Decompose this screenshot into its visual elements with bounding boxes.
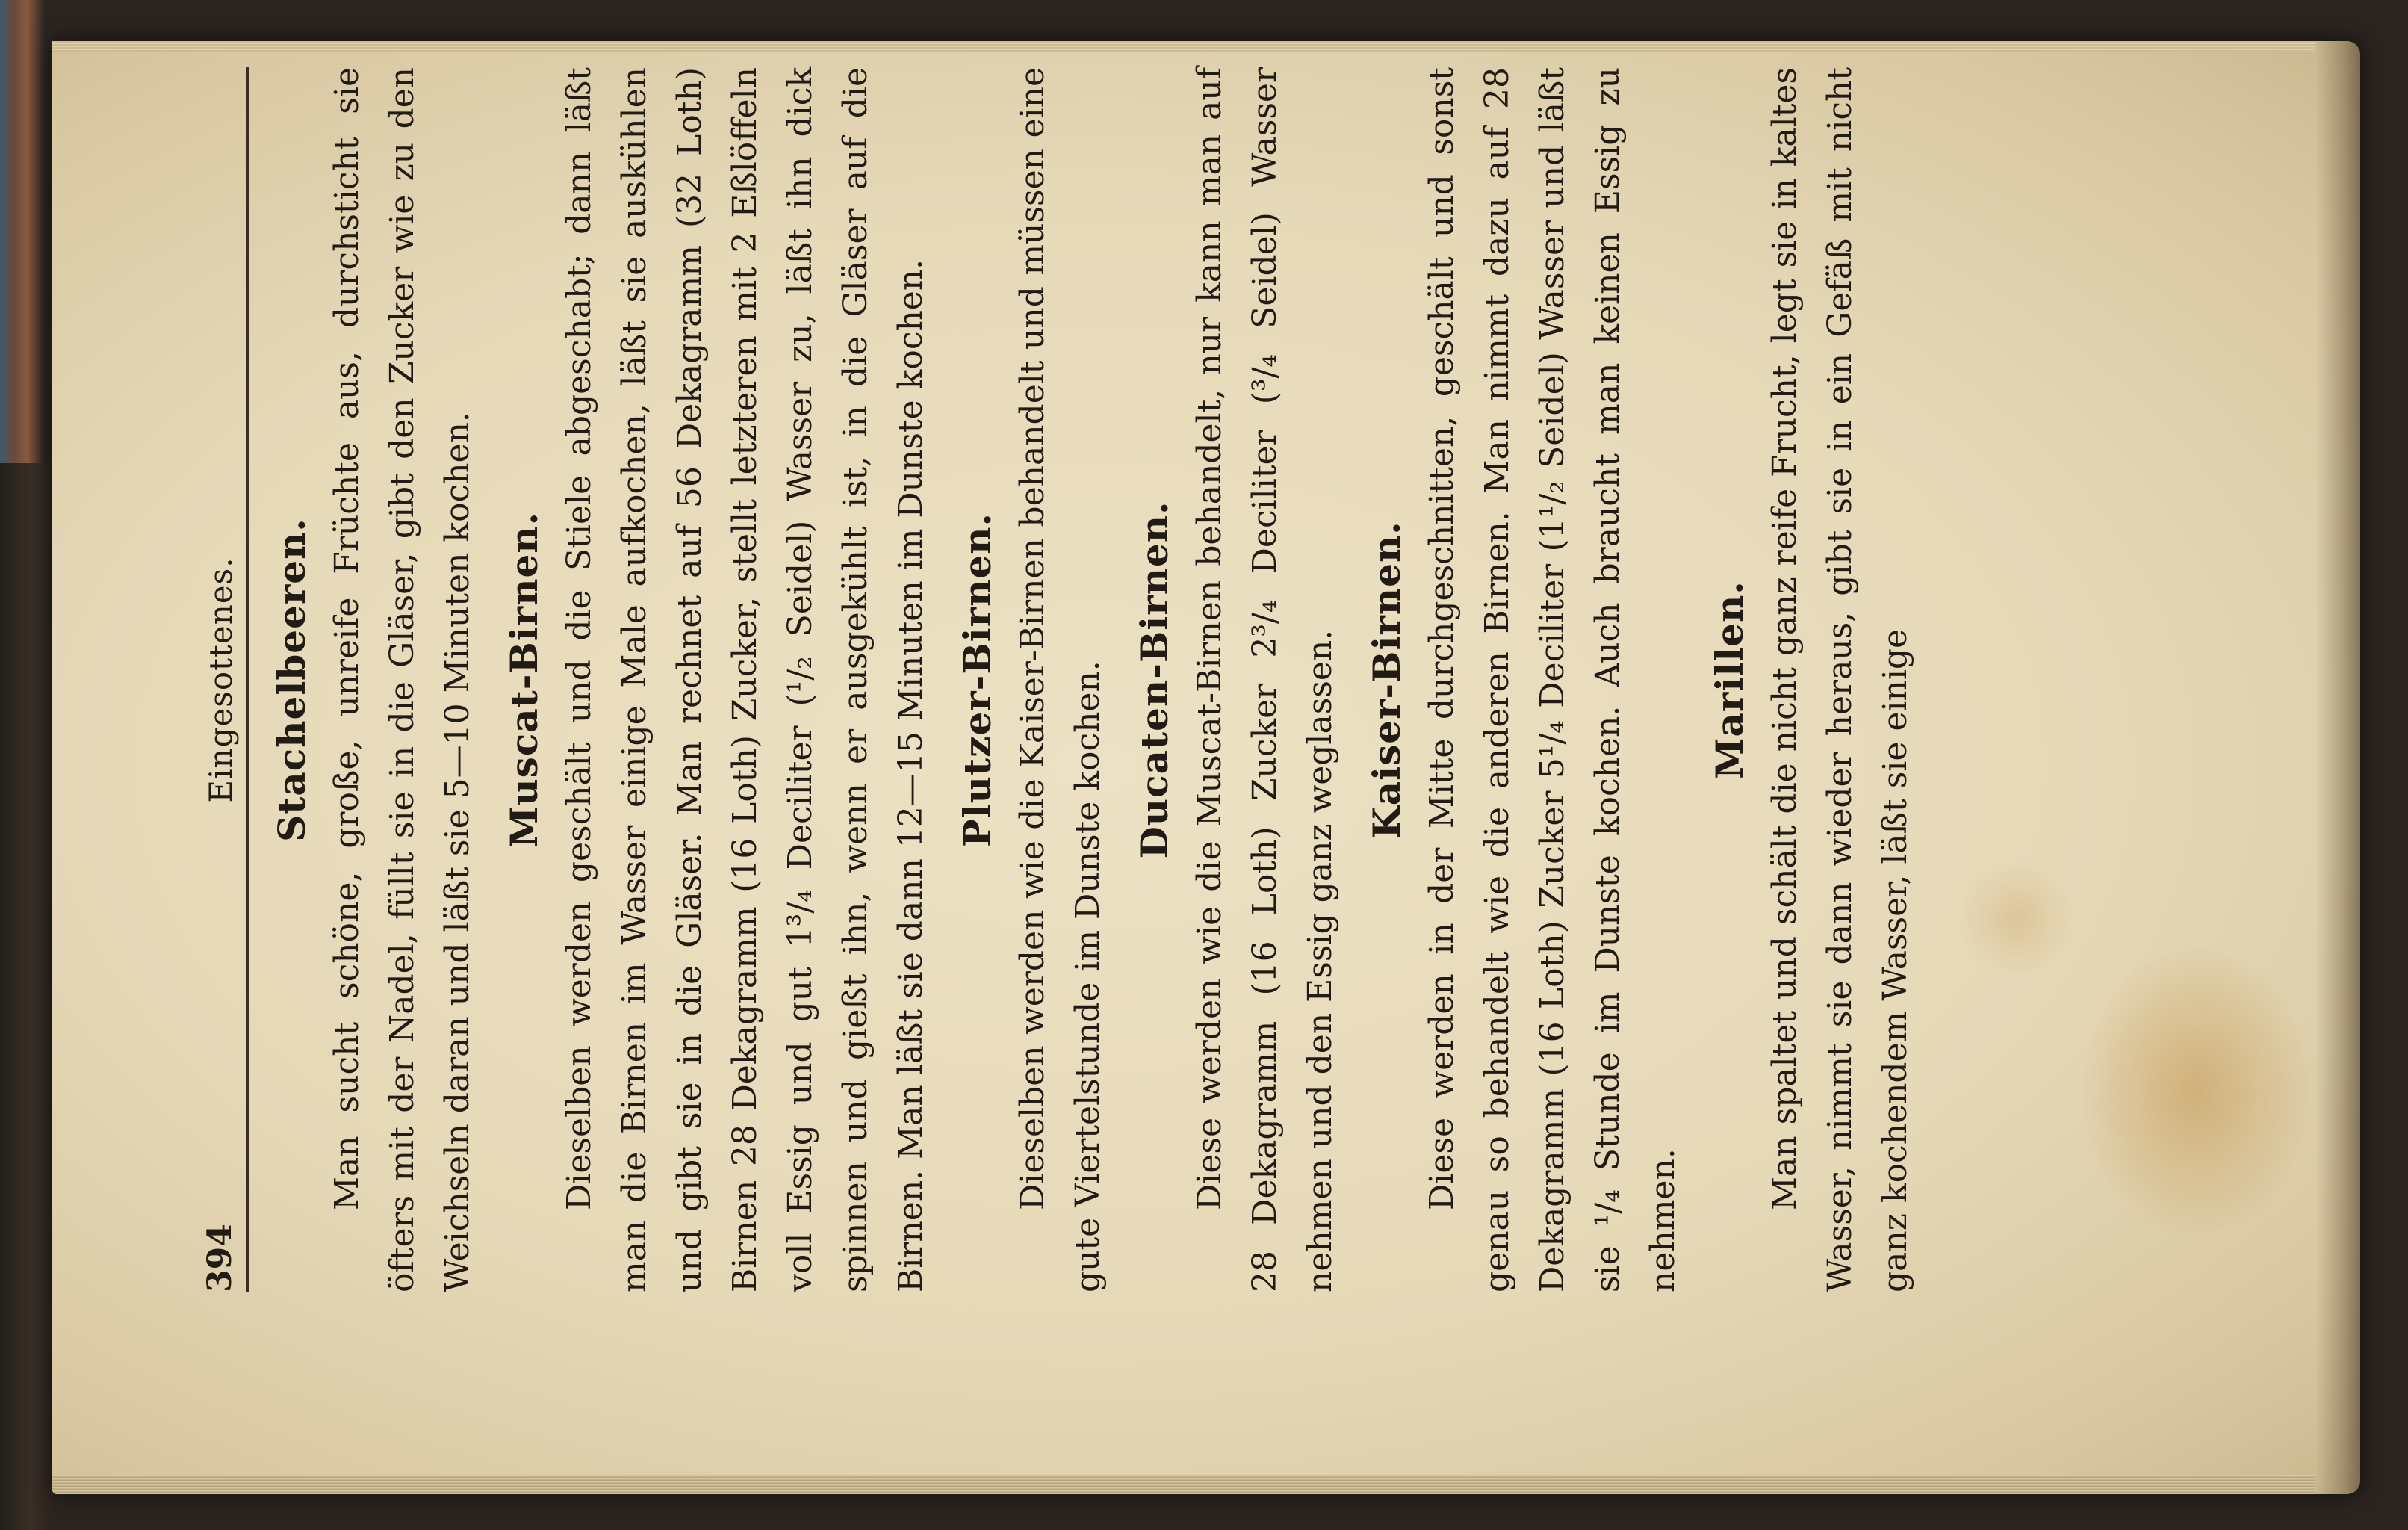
section-heading-muscat-birnen: Muscat-Birnen. xyxy=(502,511,546,849)
section-heading-plutzer-birnen: Plutzer-Birnen. xyxy=(955,512,999,847)
page-fold-shadow xyxy=(2315,41,2360,1494)
running-head xyxy=(194,67,249,1292)
rotated-text-block xyxy=(194,67,2121,1292)
section-heading-stachelbeeren: Stachelbeeren. xyxy=(270,518,314,842)
section-text-muscat-birnen: Dieselben werden geschält und die Stiele abgeschabt; dann läßt man die Birnen im Wasser einige Male aufkochen, läßt sie auskühlen und gibt sie in die Gläser. Man rechnet auf 56 Dekagramm (32 Loth) Birnen 28 Dekagramm (16 Loth) Zucker, stellt letzteren mit 2 Eßlöffeln voll Essig und gut 1³/₄ Deciliter (¹/₂ Seidel) Wasser zu, läßt ihn dick spinnen und gießt ihn, wenn er ausgekühlt ist, in die Gläser auf die Birnen. Man läßt sie dann 12—15 Minuten im Dunste kochen. xyxy=(560,67,930,1292)
section-heading-kaiser-birnen: Kaiser-Birnen. xyxy=(1365,521,1409,839)
section-text-marillen: Man spaltet und schält die nicht ganz reife Frucht, legt sie in kaltes Wasser, nimmt sie dann wieder heraus, gibt sie in ein Gefäß mit nicht ganz kochendem Wasser, läßt sie einige xyxy=(1766,67,1914,1292)
section-text-plutzer-birnen: Dieselben werden wie die Kaiser-Birnen behandelt und müssen eine gute Viertelstunde im Dunste kochen. xyxy=(1014,67,1107,1292)
section-heading-ducaten-birnen: Ducaten-Birnen. xyxy=(1132,501,1176,859)
section-heading-marillen: Marillen. xyxy=(1707,580,1751,779)
page-edges-top xyxy=(52,41,2315,52)
section-text-ducaten-birnen: Diese werden wie die Muscat-Birnen behandelt, nur kann man auf 28 Dekagramm (16 Loth) Zucker 2³/₄ Deciliter (³/₄ Seidel) Wasser nehmen und den Essig ganz weglassen. xyxy=(1191,67,1339,1292)
page-number: 394 xyxy=(201,1224,239,1292)
page-edges-bottom xyxy=(52,1475,2315,1494)
running-title: Eingesottenes. xyxy=(202,557,239,803)
book-binding-edge xyxy=(0,0,52,463)
section-text-kaiser-birnen: Diese werden in der Mitte durchgeschnitten, geschält und sonst genau so behandelt wie die anderen Birnen. Man nimmt dazu auf 28 Dekagramm (16 Loth) Zucker 5¹/₄ Deciliter (1¹/₂ Seidel) Wasser und läßt sie ¹/₄ Stunde im Dunste kochen. Auch braucht man keinen Essig zu nehmen. xyxy=(1423,67,1682,1292)
section-text-stachelbeeren: Man sucht schöne, große, unreife Früchte aus, durchsticht sie öfters mit der Nadel, füllt sie in die Gläser, gibt den Zucker wie zu den Weichseln daran und läßt sie 5—10 Minuten kochen. xyxy=(328,67,477,1292)
